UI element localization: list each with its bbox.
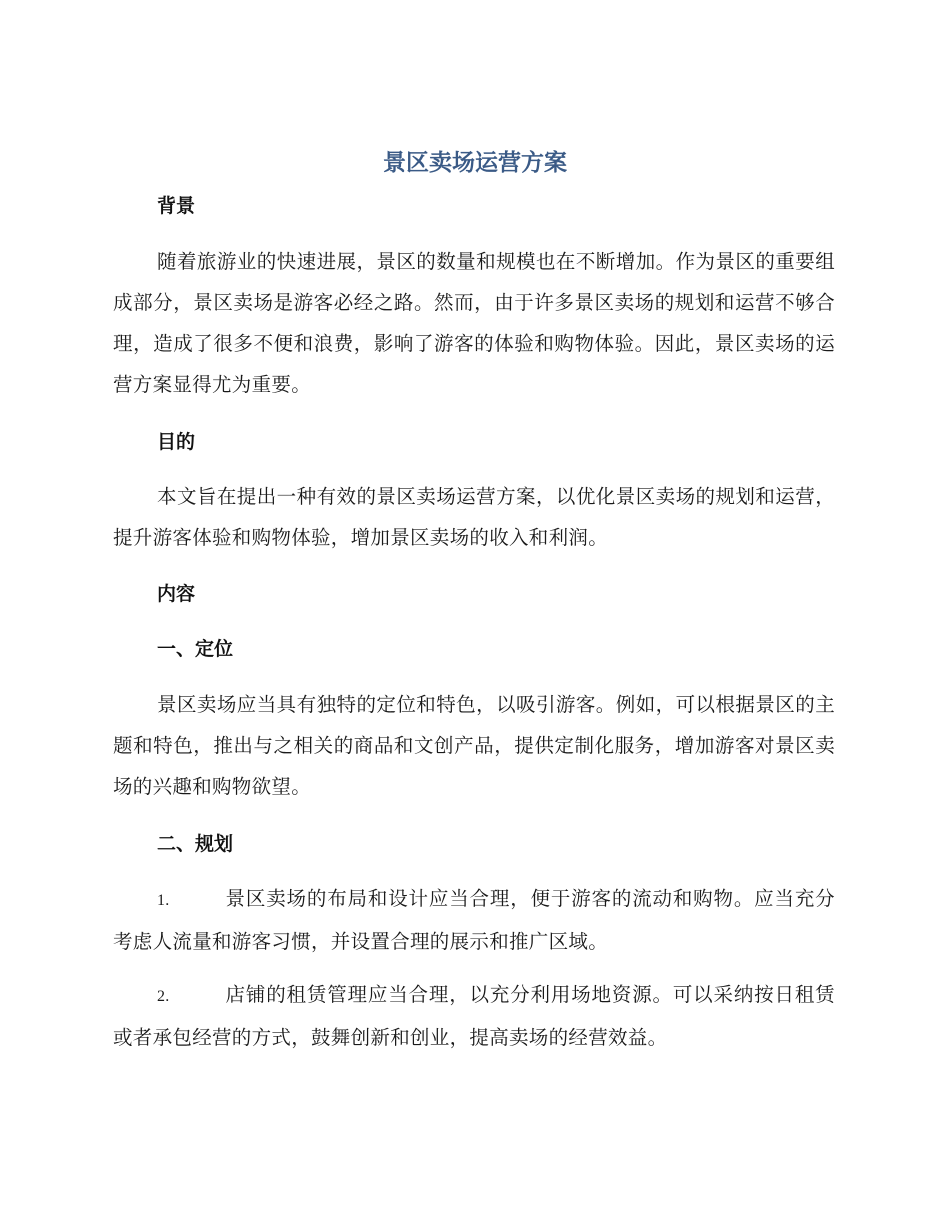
heading-positioning: 一、定位 (157, 638, 234, 660)
list-item-text: 景区卖场的布局和设计应当合理，便于游客的流动和购物。应当充分考虑人流量和游客习惯，并设置合理的展示和推广区域。 (113, 887, 835, 953)
paragraph-background: 随着旅游业的快速进展，景区的数量和规模也在不断增加。作为景区的重要组成部分，景区卖场是游客必经之路。然而，由于许多景区卖场的规划和运营不够合理，造成了很多不便和浪费，影响了游客的体验和购物体验。因此，景区卖场的运营方案显得尤为重要。 (113, 250, 835, 396)
list-item-number: 2. (157, 988, 170, 1005)
heading-planning: 二、规划 (157, 833, 234, 855)
heading-purpose: 目的 (157, 431, 196, 453)
list-item-number: 1. (157, 892, 170, 909)
heading-content: 内容 (157, 583, 196, 605)
list-item (113, 878, 835, 962)
paragraph-positioning: 景区卖场应当具有独特的定位和特色，以吸引游客。例如，可以根据景区的主题和特色，推出与之相关的商品和文创产品，提供定制化服务，增加游客对景区卖场的兴趣和购物欲望。 (113, 693, 835, 798)
list-item (113, 974, 835, 1058)
heading-background: 背景 (157, 195, 196, 217)
paragraph-purpose: 本文旨在提出一种有效的景区卖场运营方案，以优化景区卖场的规划和运营，提升游客体验和购物体验，增加景区卖场的收入和利润。 (113, 485, 835, 549)
list-item-text: 店铺的租赁管理应当合理，以充分利用场地资源。可以采纳按日租赁或者承包经营的方式，鼓舞创新和创业，提高卖场的经营效益。 (113, 983, 835, 1049)
document-title: 景区卖场运营方案 (383, 150, 567, 176)
